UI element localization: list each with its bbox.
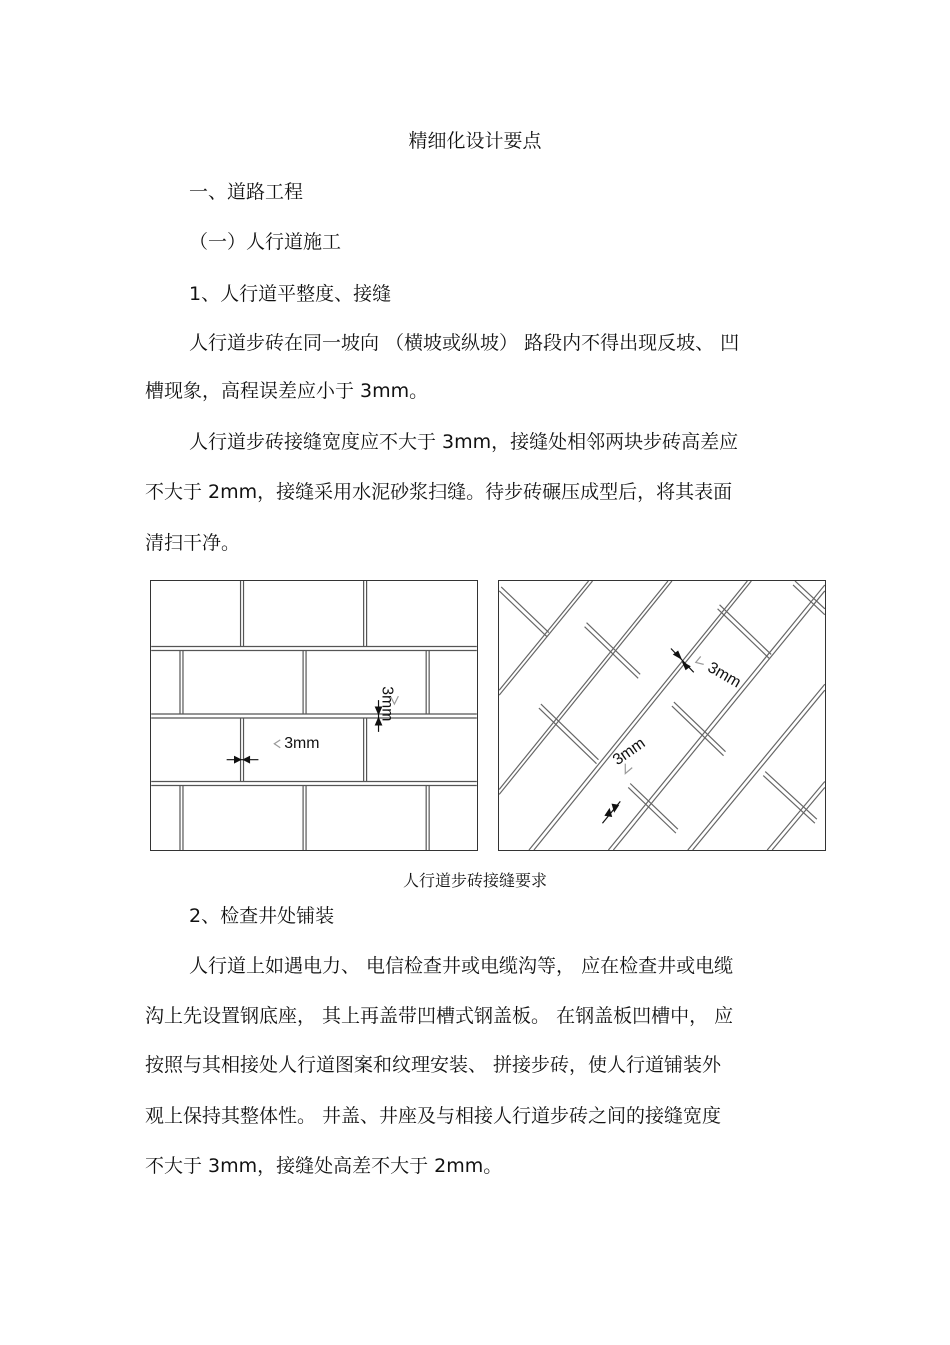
left-joint-label-horizontal: 3mm (284, 734, 320, 752)
paragraph-1-line-2: 槽现象，高程误差应小于 3mm。 (145, 380, 429, 402)
page-title: 精细化设计要点 (408, 130, 542, 152)
section-heading: 一、道路工程 (189, 181, 304, 203)
paragraph-3-line-3: 按照与其相接处人行道图案和纹理安装、 拼接步砖，使人行道铺装外 (145, 1054, 722, 1076)
figure-caption: 人行道步砖接缝要求 (402, 871, 547, 890)
paragraph-2-line-2: 不大于 2mm，接缝采用水泥砂浆扫缝。待步砖碾压成型后，将其表面 (145, 481, 733, 503)
paragraph-2-line-1: 人行道步砖接缝宽度应不大于 3mm，接缝处相邻两块步砖高差应 (189, 431, 739, 453)
diagonal-paving-diagram (499, 581, 825, 850)
paragraph-3-line-5: 不大于 3mm，接缝处高差不大于 2mm。 (145, 1155, 503, 1177)
right-joint-label-1: 3mm (704, 659, 744, 692)
paragraph-3-line-1: 人行道上如遇电力、 电信检查井或电缆沟等， 应在检查井或电缆 (189, 955, 734, 977)
left-joint-label-vertical: 3mm (378, 686, 396, 722)
diagonal-paving-figure (498, 580, 826, 851)
running-bond-diagram (151, 581, 477, 850)
item-heading-1: 1、人行道平整度、接缝 (189, 283, 392, 305)
item-heading-2: 2、检查井处铺装 (189, 905, 335, 927)
running-bond-paving-figure (150, 580, 478, 851)
paragraph-1-line-1: 人行道步砖在同一坡向 （横坡或纵坡） 路段内不得出现反坡、 凹 (189, 332, 740, 354)
subsection-heading: （一）人行道施工 (189, 231, 342, 253)
paragraph-2-line-3: 清扫干净。 (145, 532, 241, 554)
right-joint-label-2: 3mm (609, 734, 649, 769)
paragraph-3-line-4: 观上保持其整体性。 井盖、井座及与相接人行道步砖之间的接缝宽度 (145, 1105, 722, 1127)
paragraph-3-line-2: 沟上先设置钢底座， 其上再盖带凹槽式钢盖板。 在钢盖板凹槽中， 应 (145, 1005, 734, 1027)
